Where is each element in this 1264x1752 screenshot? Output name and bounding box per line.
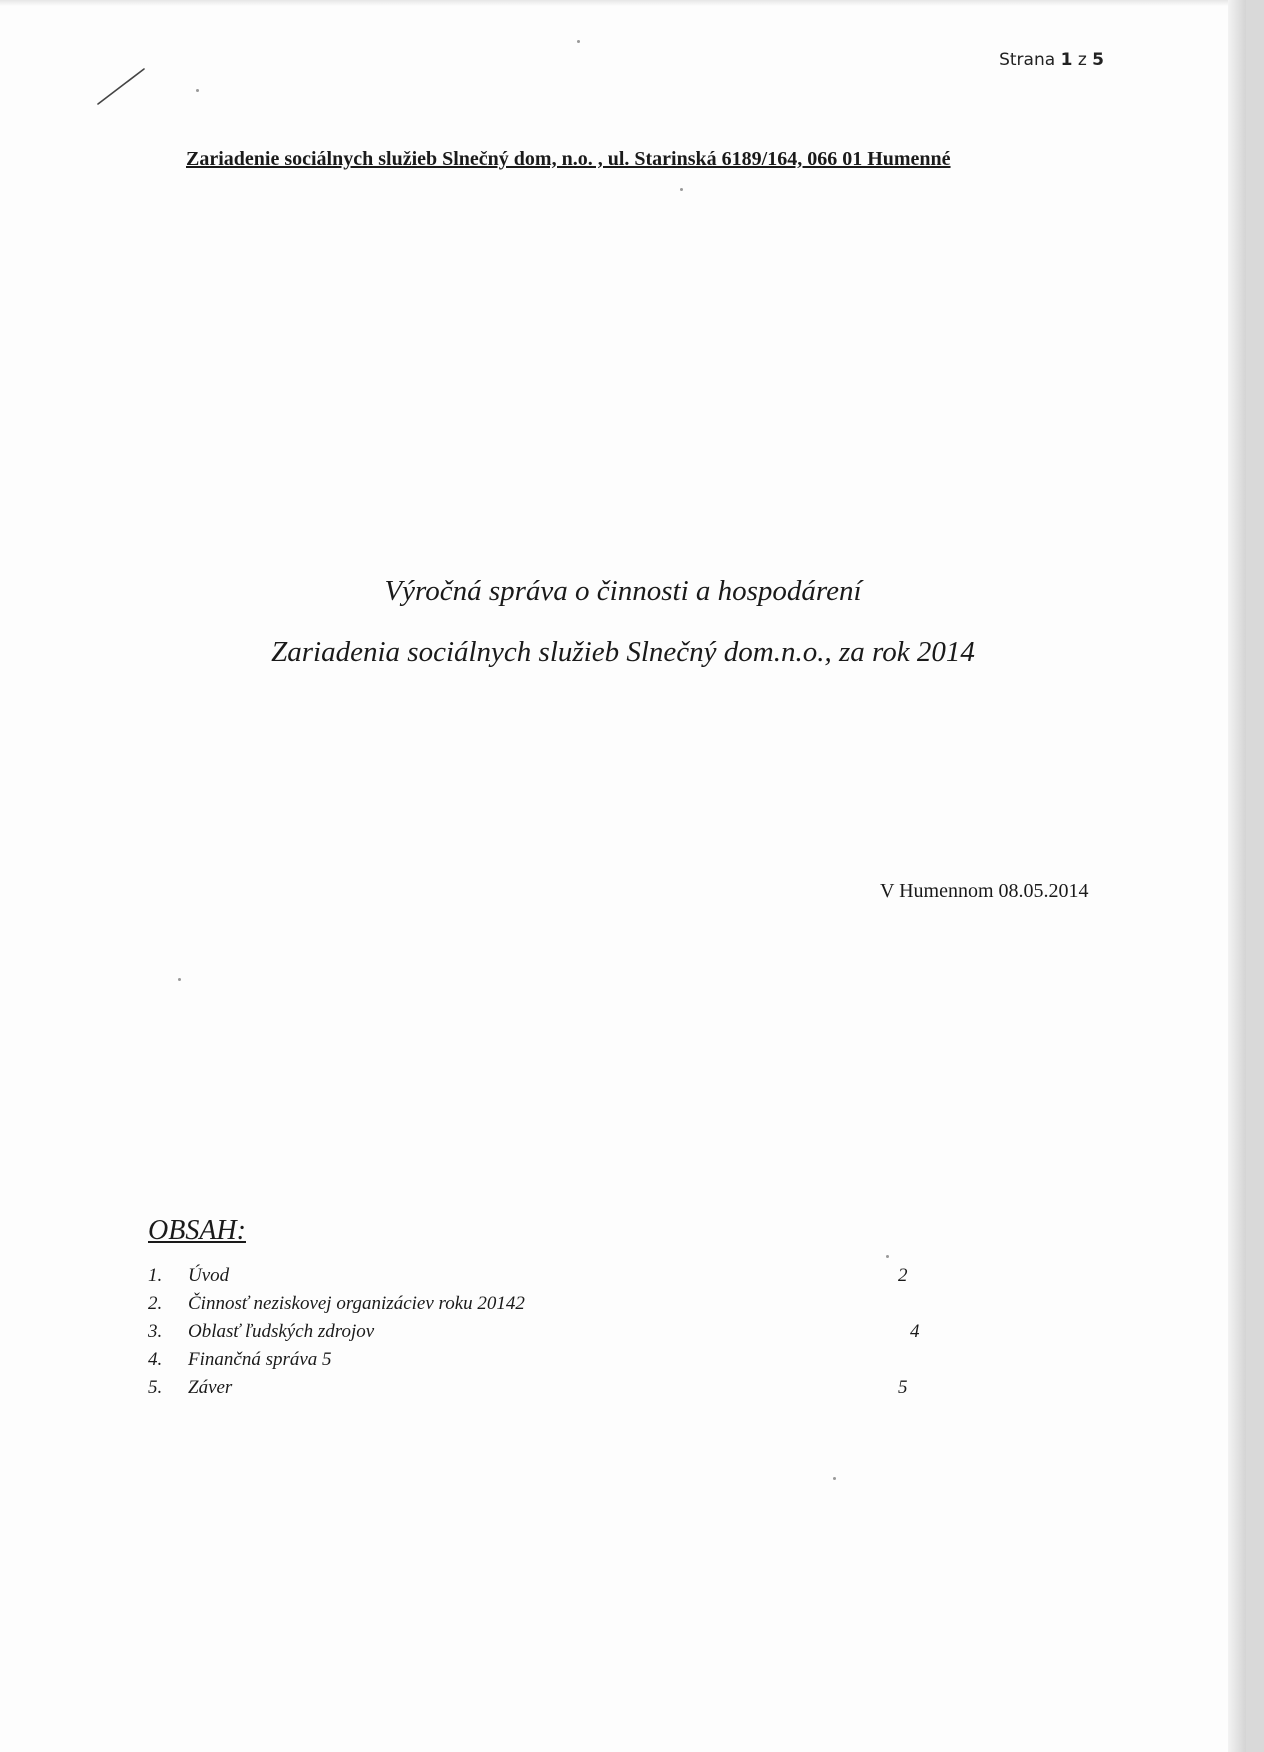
toc-item-text: Oblasť ľudských zdrojov	[188, 1321, 375, 1342]
page-total: 5	[1092, 50, 1104, 70]
scan-speck	[577, 40, 580, 43]
toc-item-number: 1.	[148, 1265, 163, 1286]
toc-item-number: 3.	[148, 1321, 163, 1342]
page-separator: z	[1077, 50, 1087, 70]
toc-item-number: 4.	[148, 1349, 163, 1370]
pen-stroke-mark	[96, 66, 148, 106]
toc-item	[148, 1349, 928, 1375]
report-title-line-2: Zariadenia sociálnych služieb Slnečný dom.n.o., za rok 2014	[271, 636, 975, 668]
toc-item	[148, 1321, 928, 1347]
toc-item-text: Finančná správa 5	[188, 1349, 332, 1370]
table-of-contents	[148, 1265, 928, 1405]
toc-item-text: Úvod	[188, 1265, 230, 1286]
toc-item-number: 5.	[148, 1377, 163, 1398]
toc-item-page: 4	[910, 1321, 920, 1342]
place-date: V Humennom 08.05.2014	[880, 880, 1089, 902]
scan-speck	[680, 188, 683, 191]
toc-item-text: Činnosť neziskovej organizáciev roku 20142	[188, 1293, 525, 1314]
toc-item	[148, 1293, 928, 1319]
scan-speck	[196, 89, 199, 92]
organization-address: Zariadenie sociálnych služieb Slnečný dom, n.o. , ul. Starinská 6189/164, 066 01 Humenné	[186, 148, 951, 170]
toc-item	[148, 1265, 928, 1291]
scan-edge-shadow	[1228, 0, 1246, 1752]
toc-item-number: 2.	[148, 1293, 163, 1314]
toc-item	[148, 1377, 928, 1403]
toc-item-text: Záver	[188, 1377, 233, 1398]
page-label: Strana	[999, 50, 1056, 70]
scan-speck	[886, 1255, 889, 1258]
report-title-line-1: Výročná správa o činnosti a hospodárení	[384, 575, 862, 607]
scan-speck	[833, 1477, 836, 1480]
page-current: 1	[1060, 50, 1073, 70]
page-number	[999, 50, 1104, 70]
toc-item-page: 2	[898, 1265, 908, 1286]
scan-top-shadow	[0, 0, 1246, 6]
scan-speck	[178, 978, 181, 981]
toc-heading: OBSAH:	[148, 1215, 246, 1246]
toc-item-page: 5	[898, 1377, 908, 1398]
